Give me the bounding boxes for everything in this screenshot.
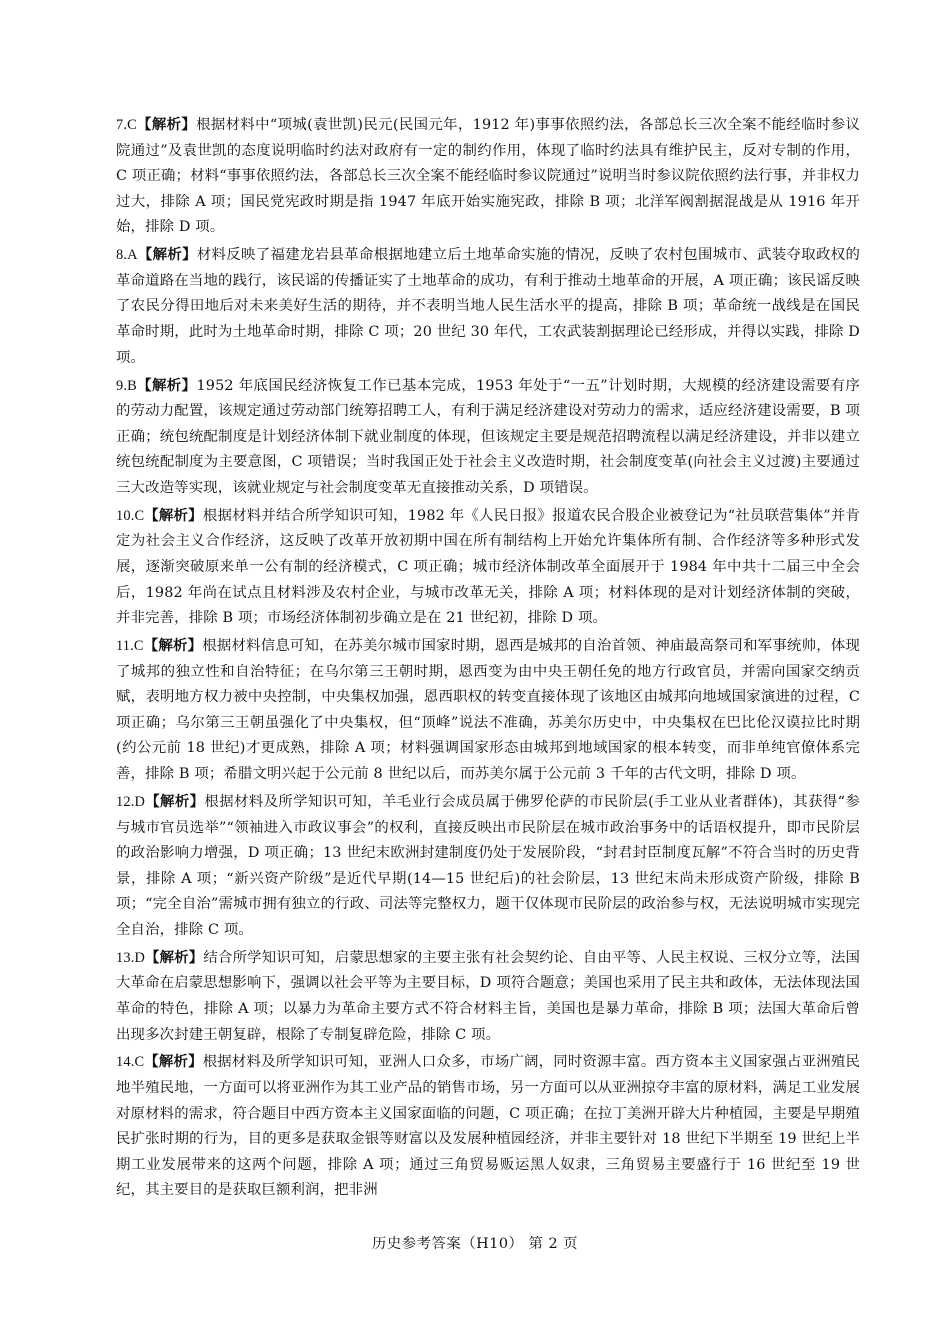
answer-14 (116, 1049, 860, 1204)
analysis-tag: 【解析】 (136, 116, 197, 133)
question-number: 8.A (116, 247, 138, 264)
answer-7 (116, 112, 860, 241)
analysis-tag: 【解析】 (143, 637, 203, 655)
analysis-tag: 【解析】 (144, 506, 203, 524)
analysis-text: 根据材料并结合所学知识可知，1982 年《人民日报》报道农民合股企业被登记为“社员联营集体”并肯定为社会主义合作经济，这反映了改革开放初期中国在所有制结构上开始允许集体所有制、合作经济等多种形式发展，逐渐突破原来单一公有制的经济模式，C 项正确；城市经济体制改革全面展开于 1984 年中共十二届三中全会后，1982 年尚在试点且材料涉及农村企业，与城市改革无关，排除 A 项；材料体现的是对计划经济体制的突破，并非完善，排除 B 项；市场经济体制初步确立是在 21 世纪初，排除 D 项。 (116, 507, 860, 627)
analysis-text: 1952 年底国民经济恢复工作已基本完成，1953 年处于“一五”计划时期，大规模的经济建设需要有序的劳动力配置，该规定通过劳动部门统筹招聘工人，有利于满足经济建设对劳动力的需求，适应经济建设需要，B 项正确；统包统配制度是计划经济体制下就业制度的体现，但该规定主要是规范招聘流程以满足经济建设，并非以建立统包统配制度为主要意图，C 项错误；当时我国正处于社会主义改造时期，社会制度变革(向社会主义过渡)主要通过三大改造等实现，该就业规定与社会制度变革无直接推动关系，D 项错误。 (116, 377, 860, 496)
analysis-text: 根据材料及所学知识可知，亚洲人口众多，市场广阔，同时资源丰富。西方资本主义国家强占亚洲殖民地半殖民地，一方面可以将亚洲作为其工业产品的销售市场，另一方面可以从亚洲掠夺丰富的原材料，满足工业发展对原材料的需求，符合题目中西方资本主义国家面临的问题，C 项正确；在拉丁美洲开辟大片种植园，主要是早期殖民扩张时期的行为，目的更多是获取金银等财富以及发展种植园经济，并非主要针对 18 世纪下半期至 19 世纪上半期工业发展带来的这两个问题，排除 A 项；通过三角贸易贩运黑人奴隶，三角贸易主要盛行于 16 世纪至 19 世纪，其主要目的是获取巨额利润，把非洲 (116, 1054, 860, 1199)
answer-11 (116, 633, 860, 788)
analysis-text: 结合所学知识可知，启蒙思想家的主要主张有社会契约论、自由平等、人民主权说、三权分立等，法国大革命在启蒙思想影响下，强调以社会平等为主要目标，D 项符合题意；美国也采用了民主共和政体，无法体现法国革命的特色，排除 A 项；以暴力为革命主要方式不符合材料主旨，美国也是暴力革命，排除 B 项；法国大革命后曾出现多次封建王朝复辟，根除了专制复辟危险，排除 C 项。 (116, 949, 860, 1043)
answer-8 (116, 242, 860, 371)
analysis-tag: 【解析】 (144, 1053, 203, 1071)
question-number: 7.C (116, 117, 137, 133)
answer-12 (116, 789, 860, 944)
question-number: 9.B (116, 377, 137, 394)
analysis-tag: 【解析】 (136, 376, 197, 394)
answer-9 (116, 373, 860, 502)
answer-10 (116, 503, 860, 632)
analysis-text: 根据材料中“项城(袁世凯)民元(民国元年，1912 年)事事依照约法，各部总长三次全案不能经临时参议院通过”及袁世凯的态度说明临时约法对政府有一定的制约作用，体现了临时约法具有维护民主，反对专制的作用，C 项正确；材料“事事依照约法，各部总长三次全案不能经临时参议院通过”说明当时参议院依照约法行事，并非权力过大，排除 A 项；国民党宪政时期是指 1947 年底开始实施宪政，排除 B 项；北洋军阀割据混战是从 1916 年开始，排除 D 项。 (116, 117, 860, 236)
analysis-tag: 【解析】 (144, 792, 205, 810)
question-number: 14.C (116, 1054, 145, 1071)
question-number: 10.C (116, 507, 145, 524)
analysis-text: 根据材料及所学知识可知，羊毛业行会成员属于佛罗伦萨的市民阶层(手工业从业者群体)，其获得“参与城市官员选举”“领袖进入市政议事会”的权利，直接反映出市民阶层在城市政治事务中的话语权提升，即市民阶层的政治影响力增强，D 项正确；13 世纪末欧洲封建制度仍处于发展阶段，“封君封臣制度瓦解”不符合当时的历史背景，排除 A 项；“新兴资产阶级”是近代早期(14—15 世纪后)的社会阶层，13 世纪末尚未形成资产阶级，排除 B 项；“完全自治”需城市拥有独立的行政、司法等完整权力，题干仅体现市民阶层的政治参与权，无法说明城市实现完全自治，排除 C 项。 (116, 793, 860, 938)
answer-13 (116, 945, 860, 1048)
analysis-text: 材料反映了福建龙岩县革命根据地建立后土地革命实施的情况，反映了农村包围城市、武装夺取政权的革命道路在当地的践行，该民谣的传播证实了土地革命的成功，有利于推动土地革命的开展，A 项正确；该民谣反映了农民分得田地后对未来美好生活的期待，并不表明当地人民生活水平的提高，排除 B 项；革命统一战线是在国民革命时期，此时为土地革命时期，排除 C 项；20 世纪 30 年代，工农武装割据理论已经形成，并得以实践，排除 D 项。 (116, 247, 860, 366)
answer-page-body (116, 112, 860, 1205)
page-footer: 历史参考答案（H10） 第 2 页 (371, 1236, 579, 1252)
question-number: 13.D (116, 949, 145, 966)
question-number: 11.C (116, 638, 144, 655)
analysis-tag: 【解析】 (144, 948, 204, 966)
analysis-tag: 【解析】 (137, 246, 197, 264)
question-number: 12.D (116, 793, 145, 810)
analysis-text: 根据材料信息可知，在苏美尔城市国家时期，恩西是城邦的自治首领、神庙最高祭司和军事统帅，体现了城邦的独立性和自治特征；在乌尔第三王朝时期，恩西变为由中央王朝任免的地方行政官员，并需向国家交纳贡赋，表明地方权力被中央控制，中央集权加强，恩西职权的转变直接体现了该地区由城邦向地域国家演进的过程，C 项正确；乌尔第三王朝虽强化了中央集权，但“顶峰”说法不准确，苏美尔历史中，中央集权在巴比伦汉谟拉比时期(约公元前 18 世纪)才更成熟，排除 A 项；材料强调国家形态由城邦到地域国家的根本转变，而非单纯官僚体系完善，排除 B 项；希腊文明兴起于公元前 8 世纪以后，而苏美尔属于公元前 3 千年的古代文明，排除 D 项。 (116, 638, 860, 783)
